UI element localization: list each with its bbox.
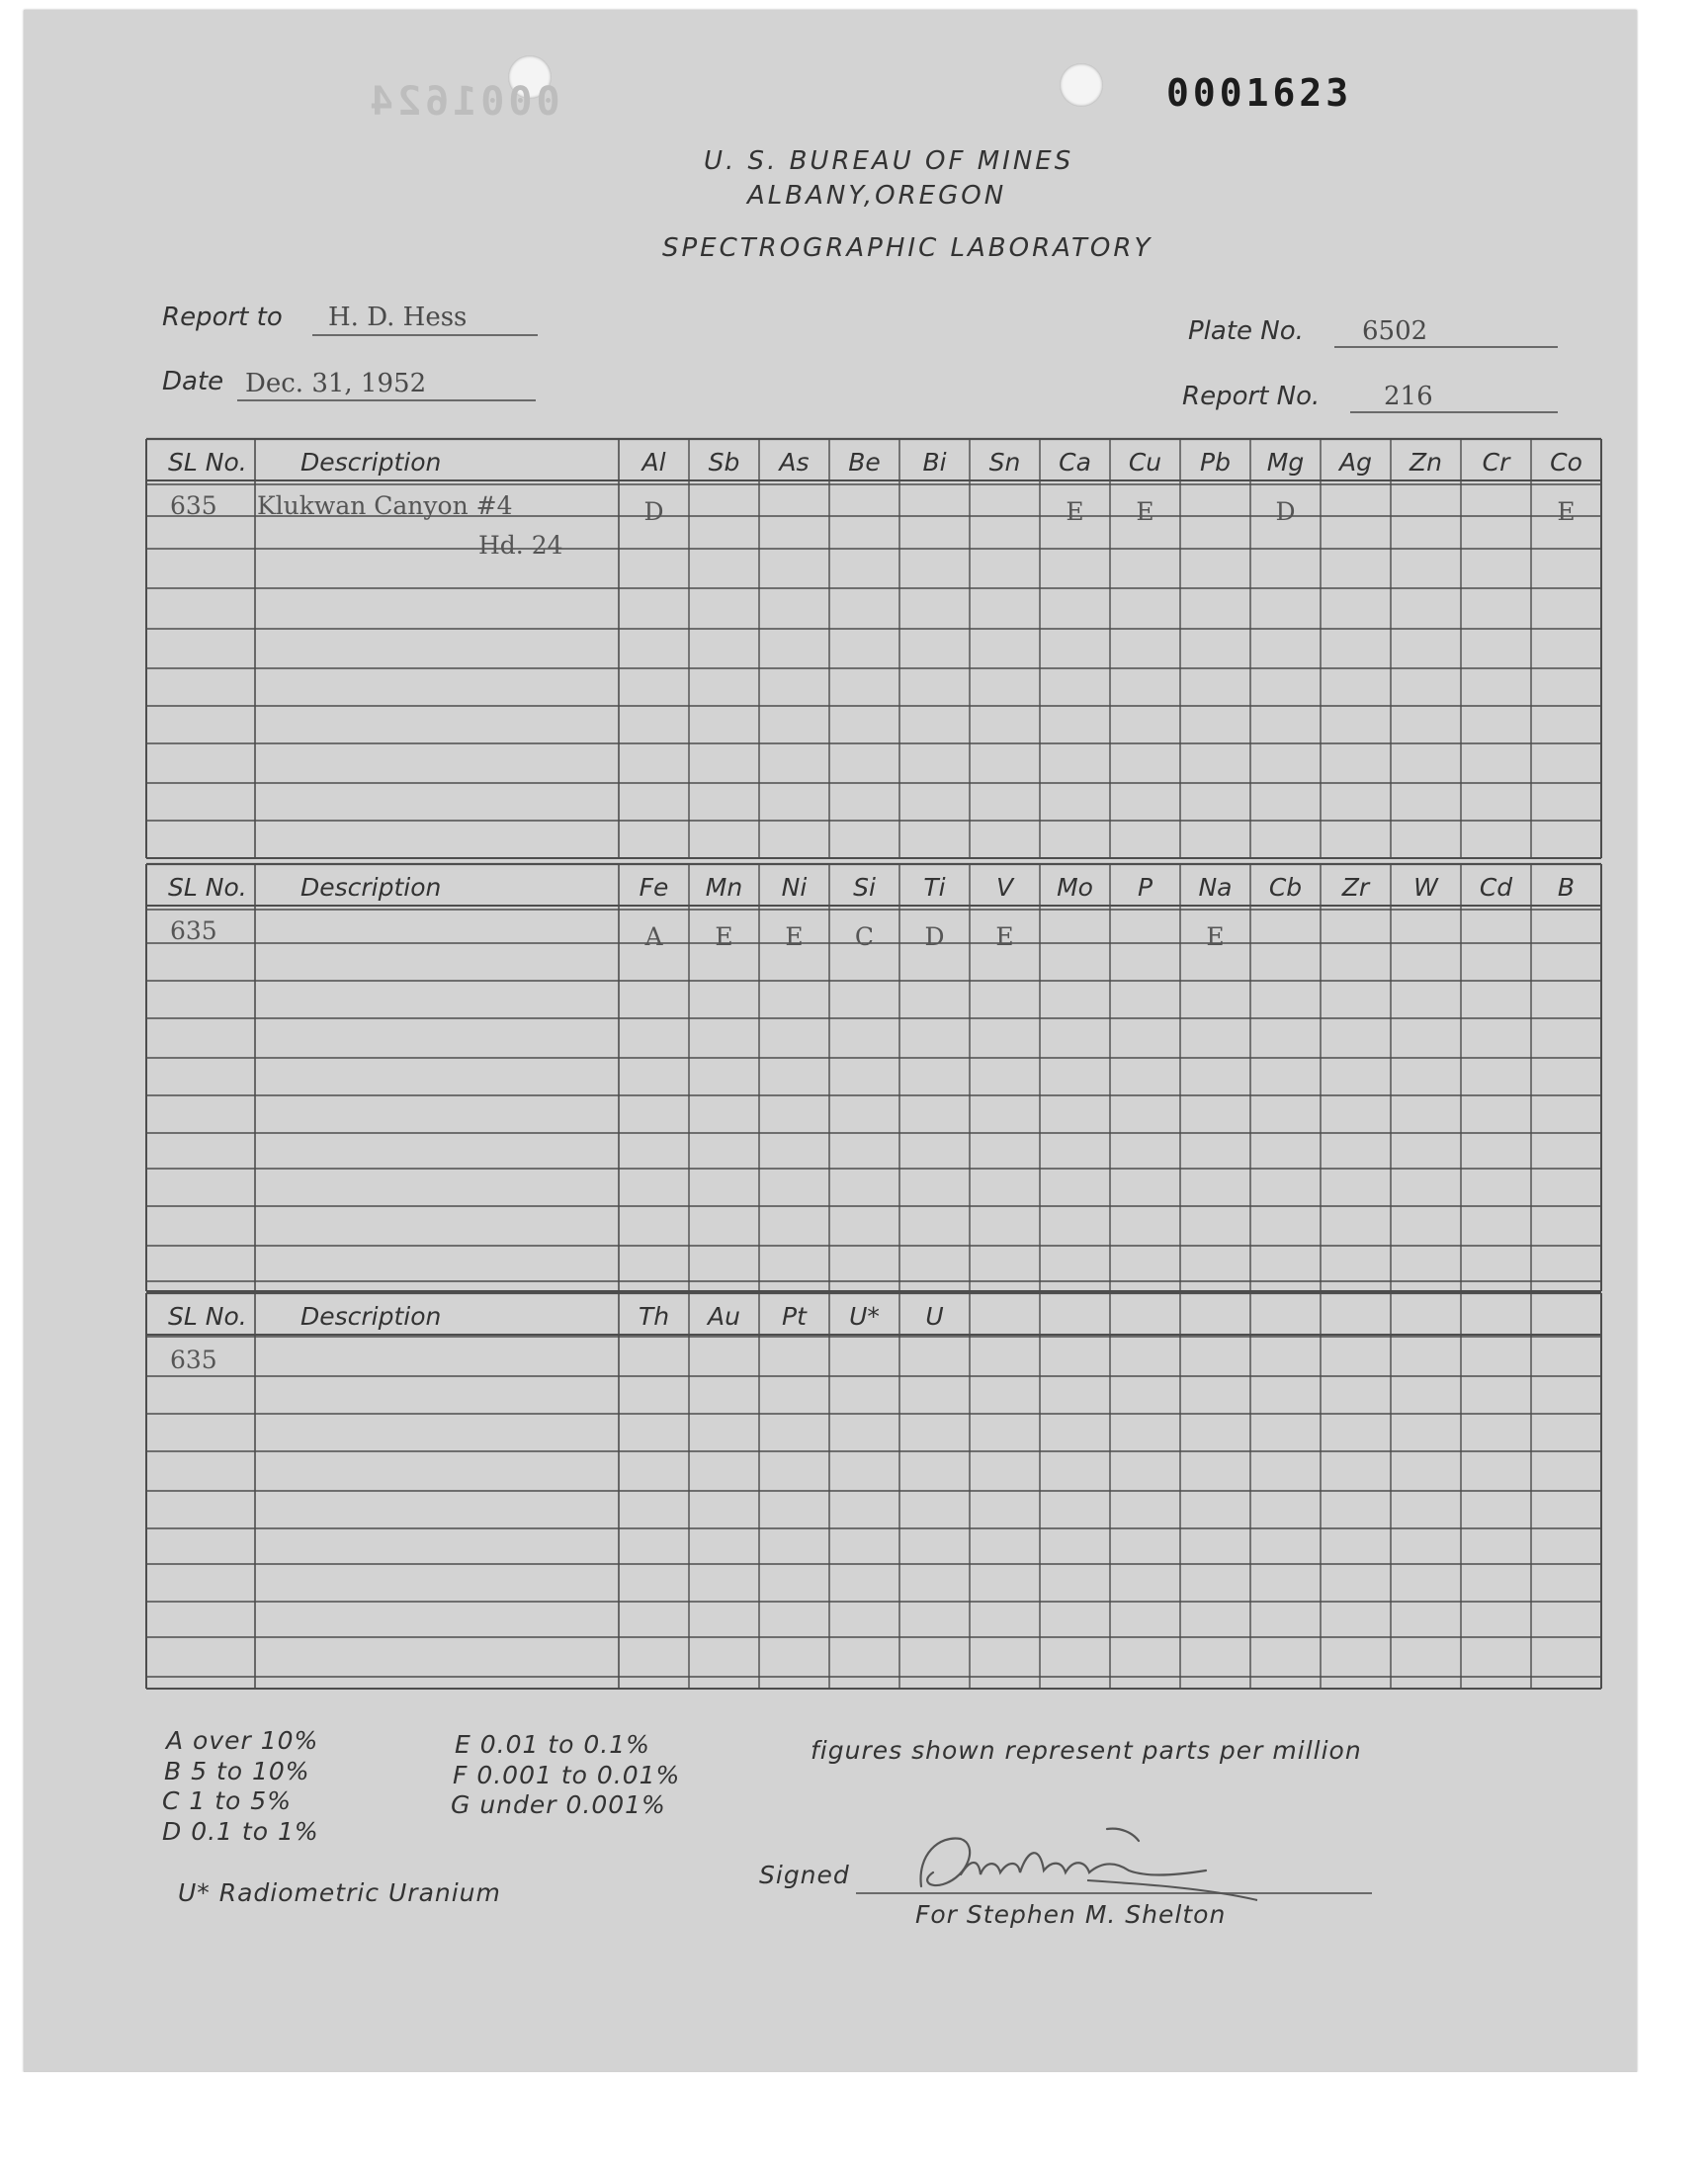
report-no-label: Report No. [1182,382,1321,411]
plate-no-value: 6502 [1362,316,1428,346]
sample-number: 635 [170,1346,217,1374]
element-header-u-star: U* [849,1302,880,1331]
signatory-line: For Stephen M. Shelton [915,1900,1227,1929]
bleed-through-stamp: 0001624 [366,79,560,125]
element-header-na: Na [1198,873,1233,902]
element-header-as: As [779,448,810,477]
sl-no-header: SL No. [168,448,247,477]
element-header-co: Co [1550,448,1582,477]
concentration-code-cu: E [1136,497,1154,526]
element-header-th: Th [638,1302,670,1331]
concentration-code-co: E [1557,497,1576,526]
report-to-label: Report to [162,303,283,332]
sample-description-line2: Hd. 24 [478,531,563,560]
legend-e: E 0.01 to 0.1% [455,1730,650,1759]
element-header-w: W [1413,873,1438,902]
legend-d: D 0.1 to 1% [162,1817,319,1846]
concentration-code-al: D [643,497,664,526]
handwritten-signature [909,1815,1265,1904]
sl-no-header: SL No. [168,873,247,902]
signed-label: Signed [759,1861,850,1889]
sample-description: Klukwan Canyon #4 [257,491,513,520]
agency-name: U. S. BUREAU OF MINES [704,146,1074,176]
element-header-au: Au [708,1302,740,1331]
concentration-code-mg: D [1275,497,1296,526]
element-header-zn: Zn [1409,448,1442,477]
plate-no-label: Plate No. [1188,316,1304,346]
report-to-value: H. D. Hess [328,303,468,332]
element-header-u: U [925,1302,944,1331]
element-header-be: Be [848,448,881,477]
description-header: Description [300,448,442,477]
legend-c: C 1 to 5% [162,1786,292,1815]
element-header-ca: Ca [1059,448,1091,477]
ppm-note: figures shown represent parts per million [811,1736,1362,1765]
element-header-cd: Cd [1479,873,1513,902]
lab-name: SPECTROGRAPHIC LABORATORY [662,233,1153,263]
sample-number: 635 [170,491,217,520]
document-number: 0001623 [1166,71,1353,115]
element-header-zr: Zr [1341,873,1370,902]
element-header-bi: Bi [922,448,947,477]
legend-b: B 5 to 10% [164,1757,310,1785]
description-header: Description [300,1302,442,1331]
element-header-cr: Cr [1482,448,1510,477]
element-header-pb: Pb [1200,448,1231,477]
concentration-code-ca: E [1066,497,1084,526]
element-header-si: Si [853,873,876,902]
agency-location: ALBANY,OREGON [747,181,1007,211]
element-header-sn: Sn [988,448,1021,477]
element-header-ti: Ti [923,873,946,902]
element-header-cb: Cb [1268,873,1303,902]
element-header-mg: Mg [1266,448,1305,477]
element-header-v: V [995,873,1014,902]
sample-number: 635 [170,916,217,945]
element-header-ni: Ni [781,873,808,902]
element-header-ag: Ag [1339,448,1372,477]
date-value: Dec. 31, 1952 [245,369,427,398]
element-header-mo: Mo [1057,873,1093,902]
element-header-fe: Fe [639,873,669,902]
element-header-sb: Sb [708,448,740,477]
concentration-code-si: C [854,922,875,951]
legend-g: G under 0.001% [451,1790,666,1819]
concentration-code-ti: D [924,922,945,951]
element-header-cu: Cu [1128,448,1162,477]
concentration-code-v: E [995,922,1014,951]
element-header-b: B [1557,873,1576,902]
element-header-pt: Pt [782,1302,807,1331]
sl-no-header: SL No. [168,1302,247,1331]
element-header-mn: Mn [705,873,743,902]
legend-a: A over 10% [166,1726,319,1755]
date-label: Date [162,367,224,396]
concentration-code-ni: E [785,922,804,951]
report-no-value: 216 [1384,382,1433,411]
element-header-al: Al [641,448,666,477]
element-header-p: P [1137,873,1153,902]
concentration-code-na: E [1206,922,1225,951]
radiometric-note: U* Radiometric Uranium [178,1878,501,1907]
legend-f: F 0.001 to 0.01% [453,1761,681,1789]
concentration-code-mn: E [715,922,733,951]
concentration-code-fe: A [644,922,663,951]
description-header: Description [300,873,442,902]
